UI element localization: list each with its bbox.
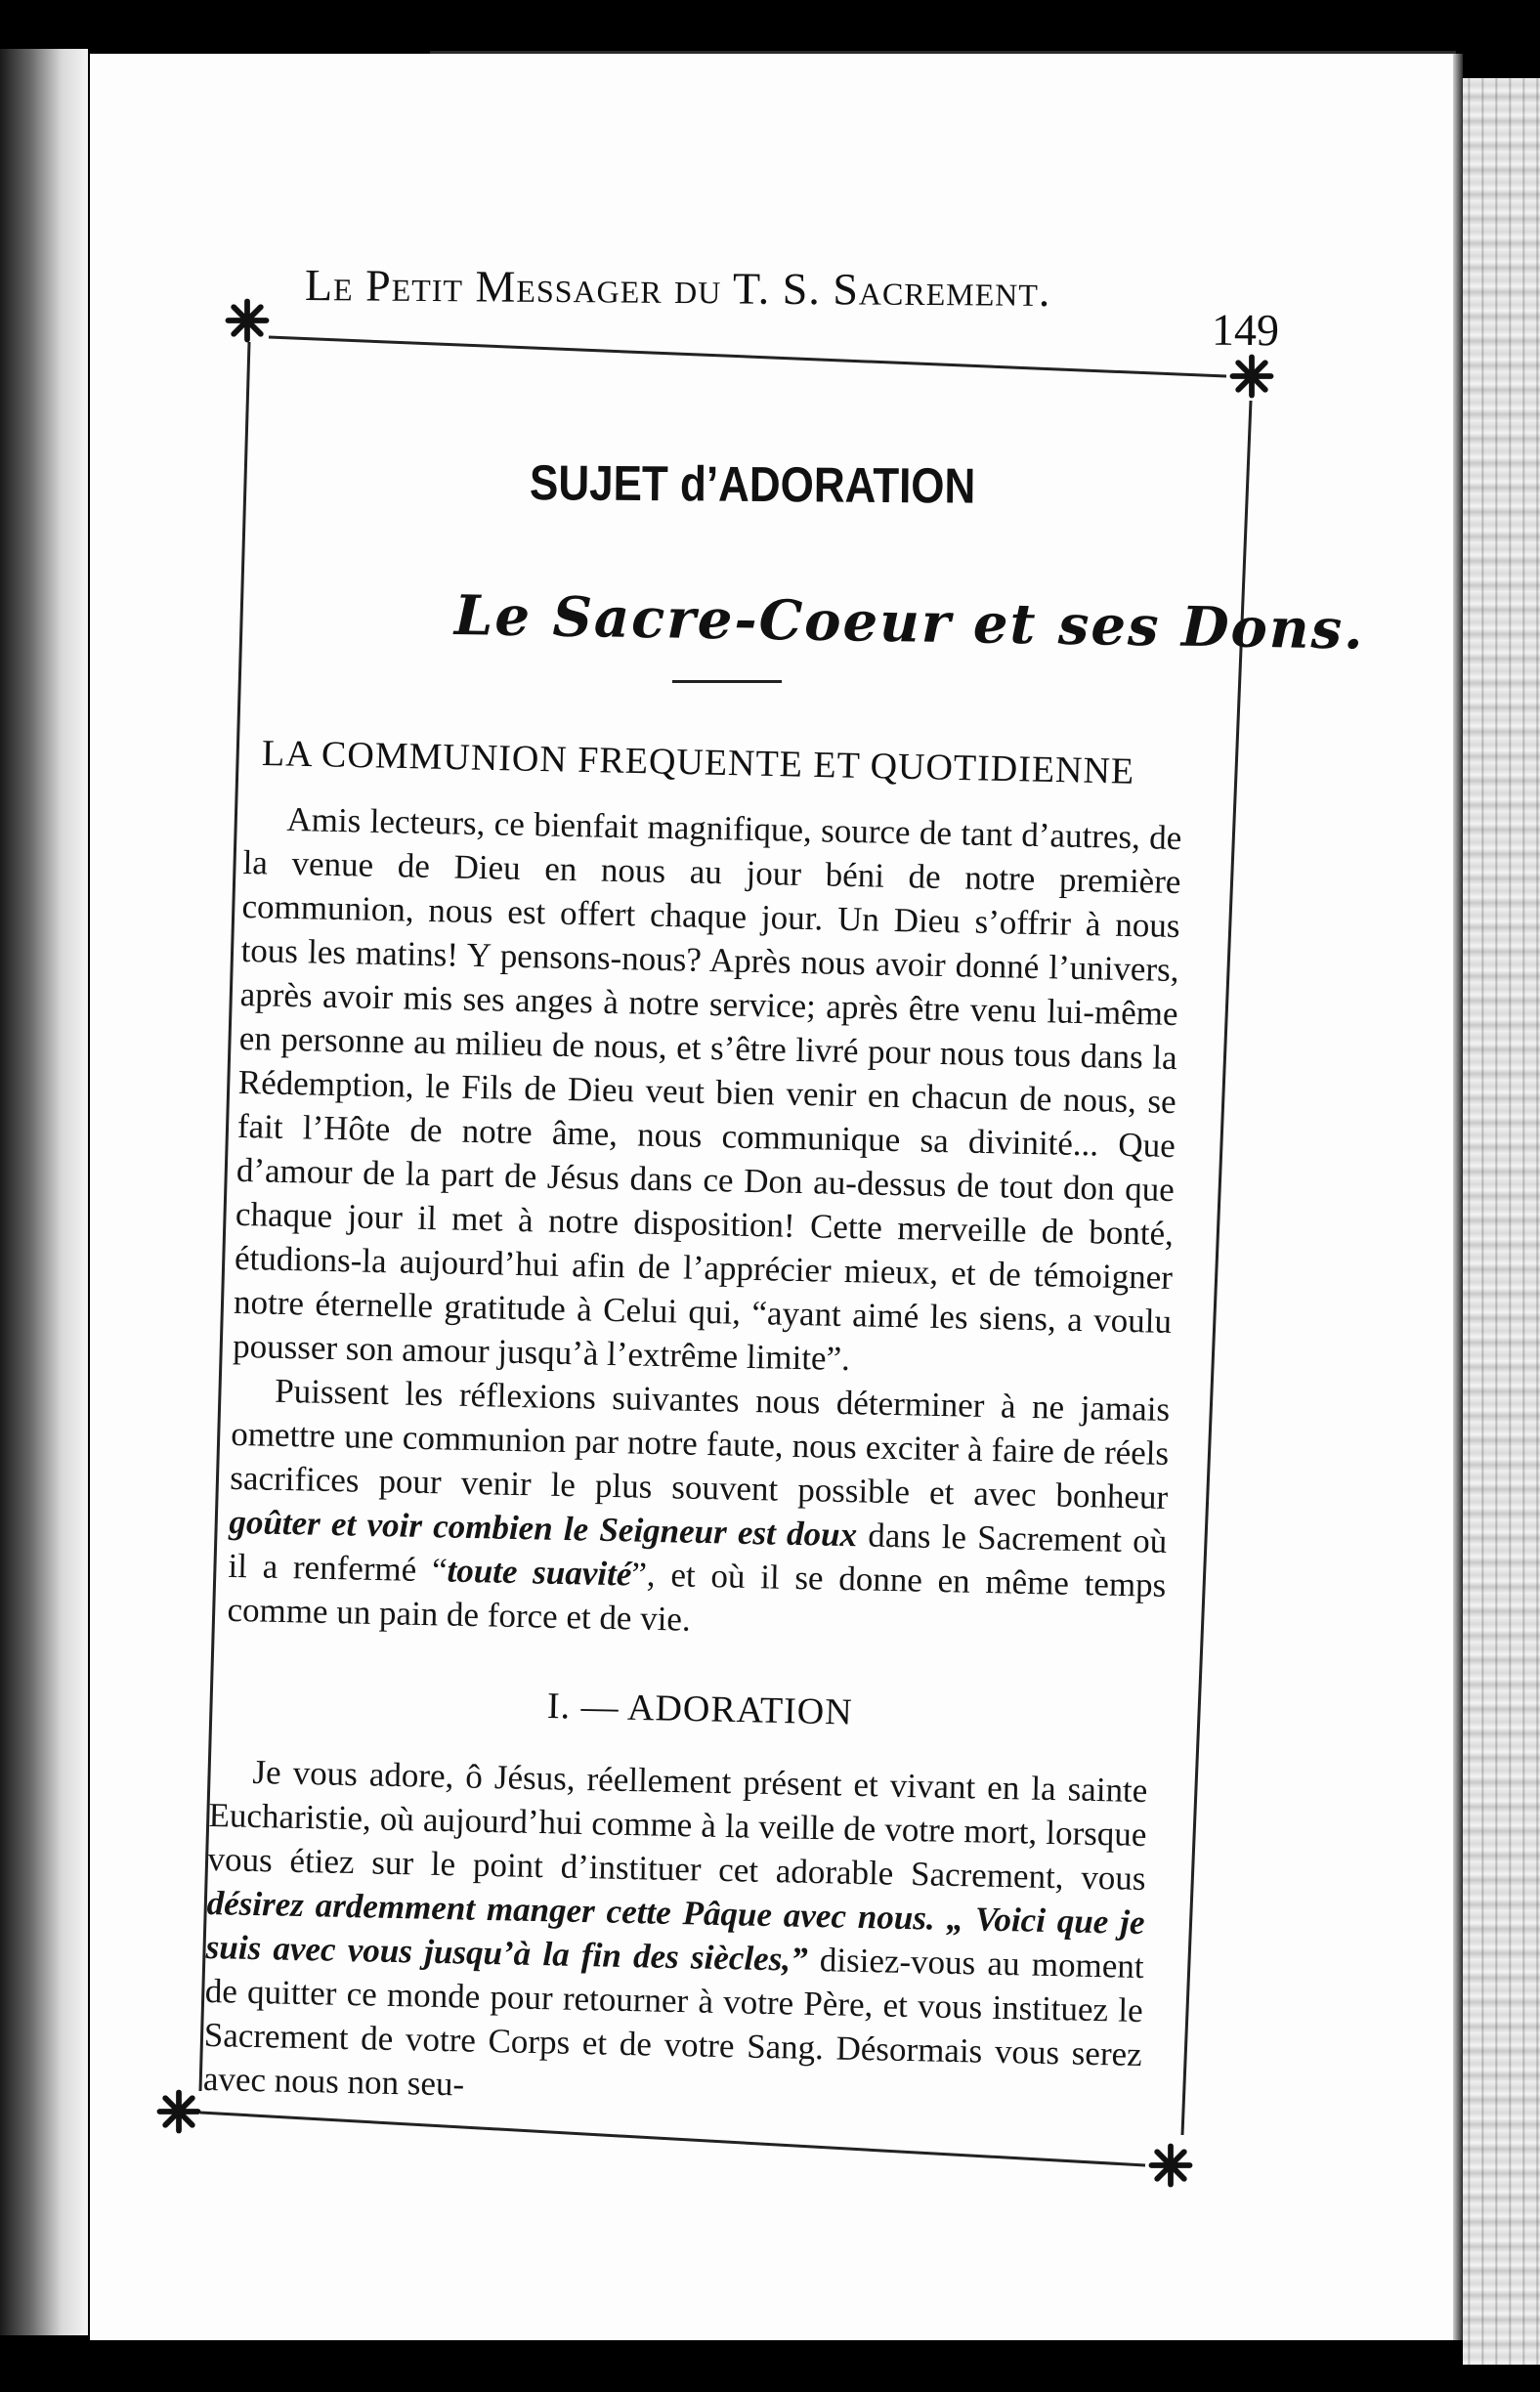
paragraph: Puissent les réflexions suivantes nous déterminer à ne jamais omettre une communion par notre faute, nous exciter à faire de réels sacrifices pour venir le plus souvent possible et avec bonheur goûter et voir combien le Seigneur est doux dans le Sacrement où il a renfermé “toute suavité”, et où il se donne en même temps comme un pain de force et de vie.: [227, 1371, 1171, 1639]
italic-phrase: toute suavité: [447, 1551, 632, 1594]
intro-text-block: [227, 796, 1182, 1651]
title-divider: [672, 680, 782, 683]
section-heading-adoration: I. — ADORATION: [546, 1686, 854, 1733]
article-title: SUJET d’ADORATION: [529, 455, 976, 515]
italic-phrase: goûter et voir combien le Seigneur est doux: [229, 1502, 858, 1555]
paragraph: Amis lecteurs, ce bienfait magnifique, source de tant d’autres, de la venue de Dieu en nous au jour béni de notre première communion, nous est offert chaque jour. Un Dieu s’offrir à nous tous les matins! Y pensons-nous? Après nous avoir donné l’univers, après avoir mis ses anges à notre service; après être venu lui-même en personne au milieu de nous, et s’être livré pour nous tous dans la Rédemption, le Fils de Dieu veut bien venir en chacun de nous, se fait l’Hôte de notre âme, nous communique sa divinité... Que d’amour de la part de Jésus dans ce Don au-dessus de tout don que chaque jour il met à notre disposition! Cette merveille de bonté, étudions-la aujourd’hui afin de l’apprécier mieux, et de témoigner notre éternelle gratitude à Celui qui, “ayant aimé les siens, a voulu pousser son amour jusqu’à l’extrême limite”.: [232, 799, 1182, 1379]
article-subtitle: Le Sacre-Coeur et ses Dons.: [453, 583, 1366, 662]
page-number: 149: [1211, 304, 1280, 356]
italic-phrase: désirez ardemment manger cette Pâque avec nous. „ Voici que je suis avec vous jusqu’à la fin des siècles,”: [205, 1883, 1145, 1979]
section-heading: LA COMMUNION FREQUENTE ET QUOTIDIENNE: [261, 733, 1135, 792]
paragraph: Je vous adore, ô Jésus, réellement présent et vivant en la sainte Eucharistie, où aujourd’hui comme à la veille de votre mort, lorsque vous étiez sur le point d’instituer cet adorable Sacrement, vous désirez ardemment manger cette Pâque avec nous. „ Voici que je suis avec vous jusqu’à la fin des siècles,” disiez-vous au moment de quitter ce monde pour retourner à votre Père, et vous instituez le Sacrement de votre Corps et de votre Sang. Désormais vous serez avec nous non seu-: [202, 1752, 1148, 2104]
adoration-text-block: [202, 1749, 1147, 2120]
running-header-title: Le Petit Messager du T. S. Sacrement.: [304, 260, 1051, 316]
